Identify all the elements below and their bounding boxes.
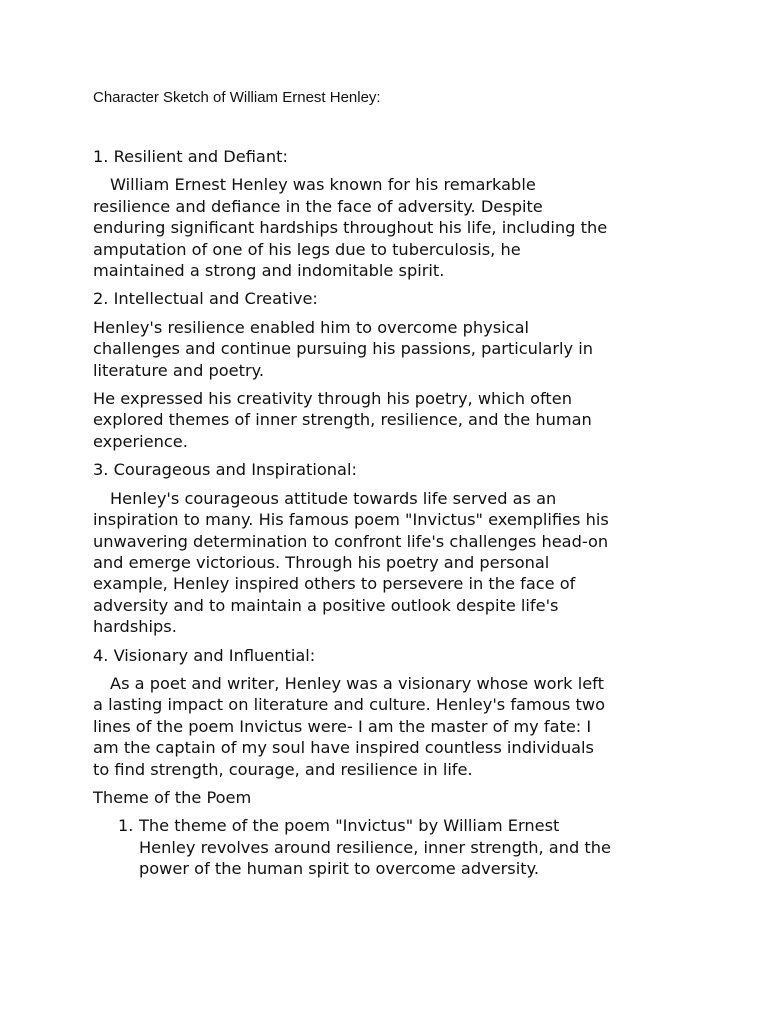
text-line: power of the human spirit to overcome adversity.: [139, 859, 539, 879]
text-line: amputation of one of his legs due to tuberculosis, he: [93, 239, 521, 259]
text-line: challenges and continue pursuing his passions, particularly in: [93, 339, 593, 359]
document-title: Character Sketch of William Ernest Henley:: [93, 89, 381, 106]
theme-list: [93, 815, 683, 879]
text-line: The theme of the poem "Invictus" by William Ernest: [139, 816, 560, 836]
text-line: example, Henley inspired others to persevere in the face of: [93, 574, 576, 594]
text-line: He expressed his creativity through his poetry, which often: [93, 389, 573, 409]
section-heading: Theme of the Poem: [93, 787, 252, 807]
text-line: adversity and to maintain a positive outlook despite life's: [93, 595, 559, 615]
section-resilient-defiant: [93, 146, 683, 281]
section-theme: [93, 787, 683, 880]
paragraph: [93, 317, 683, 381]
text-line: inspiration to many. His famous poem "Invictus" exemplifies his: [93, 510, 609, 530]
section-intellectual-creative: [93, 288, 683, 452]
text-line: Henley's resilience enabled him to overcome physical: [93, 317, 530, 337]
text-line: lines of the poem Invictus were- I am the master of my fate: I: [93, 716, 592, 736]
paragraph: [93, 673, 683, 780]
section-heading: 2. Intellectual and Creative:: [93, 289, 318, 309]
list-item: [93, 815, 683, 879]
text-line: and emerge victorious. Through his poetry and personal: [93, 552, 550, 572]
section-visionary-influential: [93, 645, 683, 780]
text-line: Henley's courageous attitude towards life served as an: [110, 488, 557, 508]
text-line: Henley revolves around resilience, inner strength, and the: [139, 837, 611, 857]
list-number: 1.: [118, 816, 134, 836]
text-line: As a poet and writer, Henley was a visionary whose work left: [110, 673, 604, 693]
section-heading: 4. Visionary and Influential:: [93, 645, 316, 665]
paragraph: [93, 388, 683, 452]
paragraph: [93, 174, 683, 281]
text-line: enduring significant hardships throughout his life, including the: [93, 218, 608, 238]
text-line: experience.: [93, 431, 188, 451]
document-body: [93, 146, 683, 880]
text-line: explored themes of inner strength, resilience, and the human: [93, 410, 592, 430]
text-line: to find strength, courage, and resilience in life.: [93, 759, 473, 779]
text-line: literature and poetry.: [93, 360, 265, 380]
text-line: am the captain of my soul have inspired countless individuals: [93, 738, 594, 758]
text-line: hardships.: [93, 617, 177, 637]
section-courageous-inspirational: [93, 459, 683, 637]
text-line: resilience and defiance in the face of adversity. Despite: [93, 196, 543, 216]
section-heading: 3. Courageous and Inspirational:: [93, 460, 357, 480]
text-line: a lasting impact on literature and culture. Henley's famous two: [93, 695, 605, 715]
section-heading: 1. Resilient and Defiant:: [93, 147, 288, 166]
text-line: William Ernest Henley was known for his remarkable: [110, 175, 536, 195]
text-line: maintained a strong and indomitable spirit.: [93, 261, 445, 281]
text-line: unwavering determination to confront life's challenges head-on: [93, 531, 609, 551]
paragraph: [93, 488, 683, 638]
